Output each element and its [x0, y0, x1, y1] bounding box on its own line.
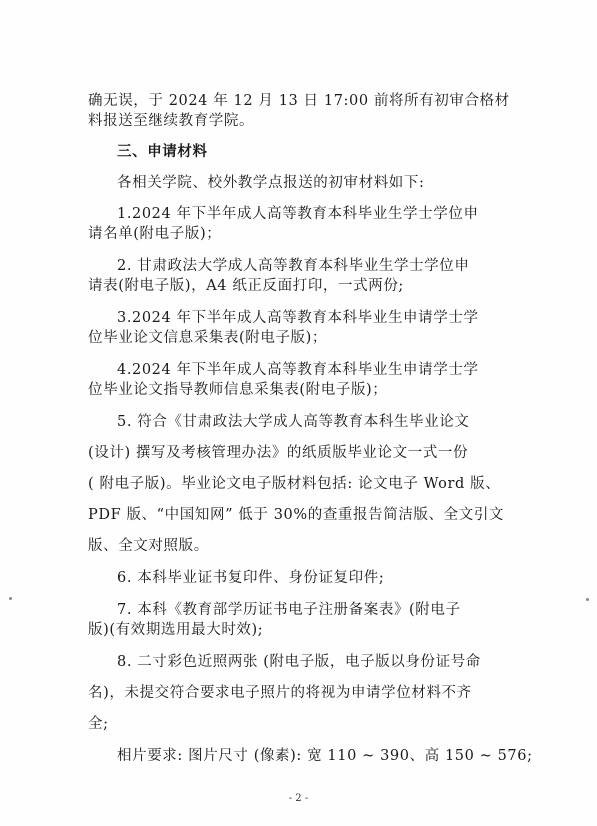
body-line: 确无误，于 2024 年 12 月 13 日 17:00 前将所有初审合格材	[88, 93, 510, 109]
list-item-8-line: 名)，未提交符合要求电子照片的将视为申请学位材料不齐	[88, 685, 472, 701]
list-item-7-line: 7. 本科《教育部学历证书电子注册备案表》(附电子	[117, 602, 461, 618]
body-line: 各相关学院、校外教学点报送的初审材料如下:	[117, 175, 425, 191]
list-item-5-line: 5. 符合《甘肃政法大学成人高等教育本科生毕业论文	[117, 414, 470, 430]
list-item-8-line: 8. 二寸彩色近照两张 (附电子版，电子版以身份证号命	[117, 654, 481, 670]
photo-requirement-line: 相片要求: 图片尺寸 (像素): 宽 110 ~ 390、高 150 ~ 576;	[117, 748, 533, 764]
list-item-2-line: 请表(附电子版)，A4 纸正反面打印，一式两份;	[88, 278, 404, 294]
page-number: - 2 -	[288, 793, 309, 804]
list-item-5-line: 版、全文对照版。	[88, 538, 209, 554]
list-item-1-line: 1.2024 年下半年成人高等教育本科毕业生学士学位申	[117, 206, 479, 222]
list-item-4-line: 位毕业论文指导教师信息采集表(附电子版)；	[88, 382, 388, 398]
list-item-6-line: 6. 本科毕业证书复印件、身份证复印件;	[117, 570, 385, 586]
document-body	[88, 91, 533, 766]
list-item-2-line: 2. 甘肃政法大学成人高等教育本科毕业生学士学位申	[117, 258, 470, 274]
body-line: 料报送至继续教育学院。	[88, 113, 255, 129]
list-item-5-line: PDF 版、“中国知网” 低于 30%的查重报告简洁版、全文引文	[88, 507, 505, 523]
section-heading: 三、申请材料	[117, 144, 208, 160]
scan-speck	[586, 598, 589, 601]
list-item-7-line: 版)(有效期选用最大时效);	[88, 622, 264, 638]
scan-speck	[9, 597, 12, 600]
list-item-5-line: (设计) 撰写及考核管理办法》的纸质版毕业论文一式一份	[88, 445, 469, 461]
list-item-4-line: 4.2024 年下半年成人高等教育本科毕业生申请学士学	[117, 362, 479, 378]
list-item-8-line: 全;	[88, 716, 109, 732]
list-item-5-line: ( 附电子版)。毕业论文电子版材料包括: 论文电子 Word 版、	[88, 476, 501, 492]
list-item-1-line: 请名单(附电子版)；	[88, 226, 222, 242]
list-item-3-line: 位毕业论文信息采集表(附电子版)；	[88, 330, 328, 346]
list-item-3-line: 3.2024 年下半年成人高等教育本科毕业生申请学士学	[117, 310, 479, 326]
